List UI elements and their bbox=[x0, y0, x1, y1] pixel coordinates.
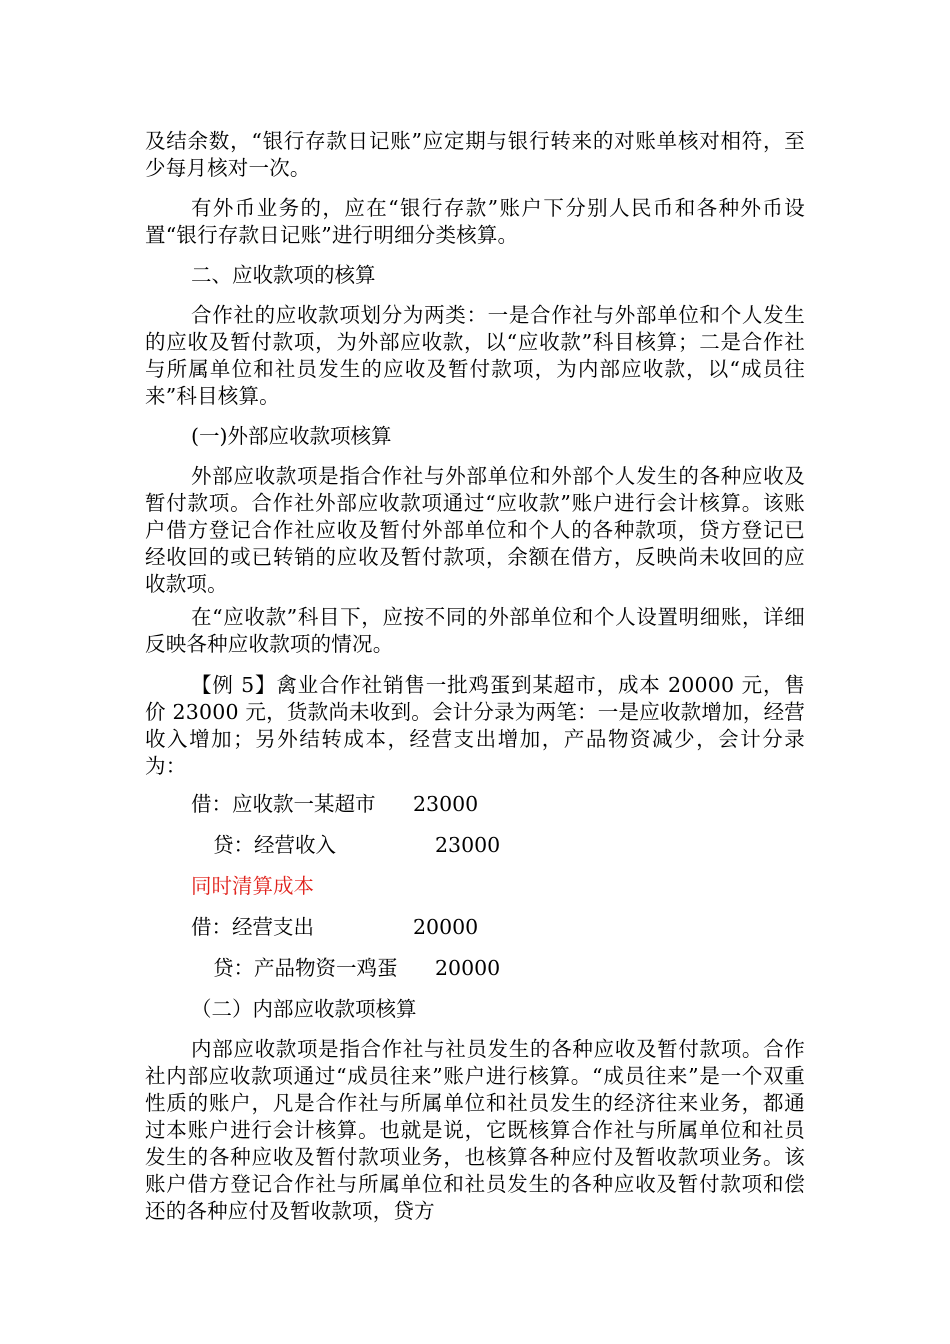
entry-amount: 23000 bbox=[413, 792, 479, 816]
paragraph-external-receivables: 外部应收款项是指合作社与外部单位和外部个人发生的各种应收及暂付款项。合作社外部应收款项通过“应收款”账户进行会计核算。该账户借方登记合作社应收及暂付外部单位和个人的各种款项，贷方登记已经收回的或已转销的应收及暂付款项，余额在借方，反映尚未收回的应收款项。 bbox=[145, 464, 805, 596]
entry-amount: 23000 bbox=[435, 833, 501, 857]
subsection-heading-internal: （二）内部应收款项核算 bbox=[191, 997, 417, 1021]
entry-amount: 20000 bbox=[435, 956, 501, 980]
paragraph-receivables-ledger: 在“应收款”科目下，应按不同的外部单位和个人设置明细账，详细反映各种应收款项的情况。 bbox=[145, 605, 805, 656]
note-clear-cost: 同时清算成本 bbox=[191, 874, 314, 898]
entry-amount: 20000 bbox=[413, 915, 479, 939]
entry-label: 贷：产品物资一鸡蛋 bbox=[213, 956, 398, 980]
paragraph-foreign-currency: 有外币业务的，应在“银行存款”账户下分别人民币和各种外币设置“银行存款日记账”进行明细分类核算。 bbox=[145, 196, 805, 247]
paragraph-receivables-categories: 合作社的应收款项划分为两类：一是合作社与外部单位和个人发生的应收及暂付款项，为外部应收款，以“应收款”科目核算；二是合作社与所属单位和社员发生的应收及暂付款项，为内部应收款，以“成员往来”科目核算。 bbox=[145, 303, 805, 408]
section-heading-receivables: 二、应收款项的核算 bbox=[191, 263, 376, 287]
entry-label: 借：应收款一某超市 bbox=[191, 792, 376, 816]
subsection-heading-external: (一)外部应收款项核算 bbox=[191, 424, 392, 448]
paragraph-internal-receivables: 内部应收款项是指合作社与社员发生的各种应收及暂付款项。合作社内部应收款项通过“成员往来”账户进行核算。“成员往来”是一个双重性质的账户，凡是合作社与所属单位和社员发生的经济往来业务，都通过本账户进行会计核算。也就是说，它既核算合作社与所属单位和社员发生的各种应收及暂付款项业务，也核算各种应付及暂收款项业务。该账户借方登记合作社与所属单位和社员发生的各种应收及暂付款项和偿还的各种应付及暂收款项，贷方 bbox=[145, 1037, 805, 1223]
entry-label: 贷：经营收入 bbox=[213, 833, 336, 857]
paragraph-bank-reconciliation: 及结余数，“银行存款日记账”应定期与银行转来的对账单核对相符，至少每月核对一次。 bbox=[145, 129, 805, 180]
paragraph-example-5: 【例 5】禽业合作社销售一批鸡蛋到某超市，成本 20000 元，售价 23000 元，货款尚未收到。会计分录为两笔：一是应收款增加，经营收入增加；另外结转成本，经营支出增加，产品物资减少，会计分录为： bbox=[145, 673, 805, 778]
entry-label: 借：经营支出 bbox=[191, 915, 314, 939]
